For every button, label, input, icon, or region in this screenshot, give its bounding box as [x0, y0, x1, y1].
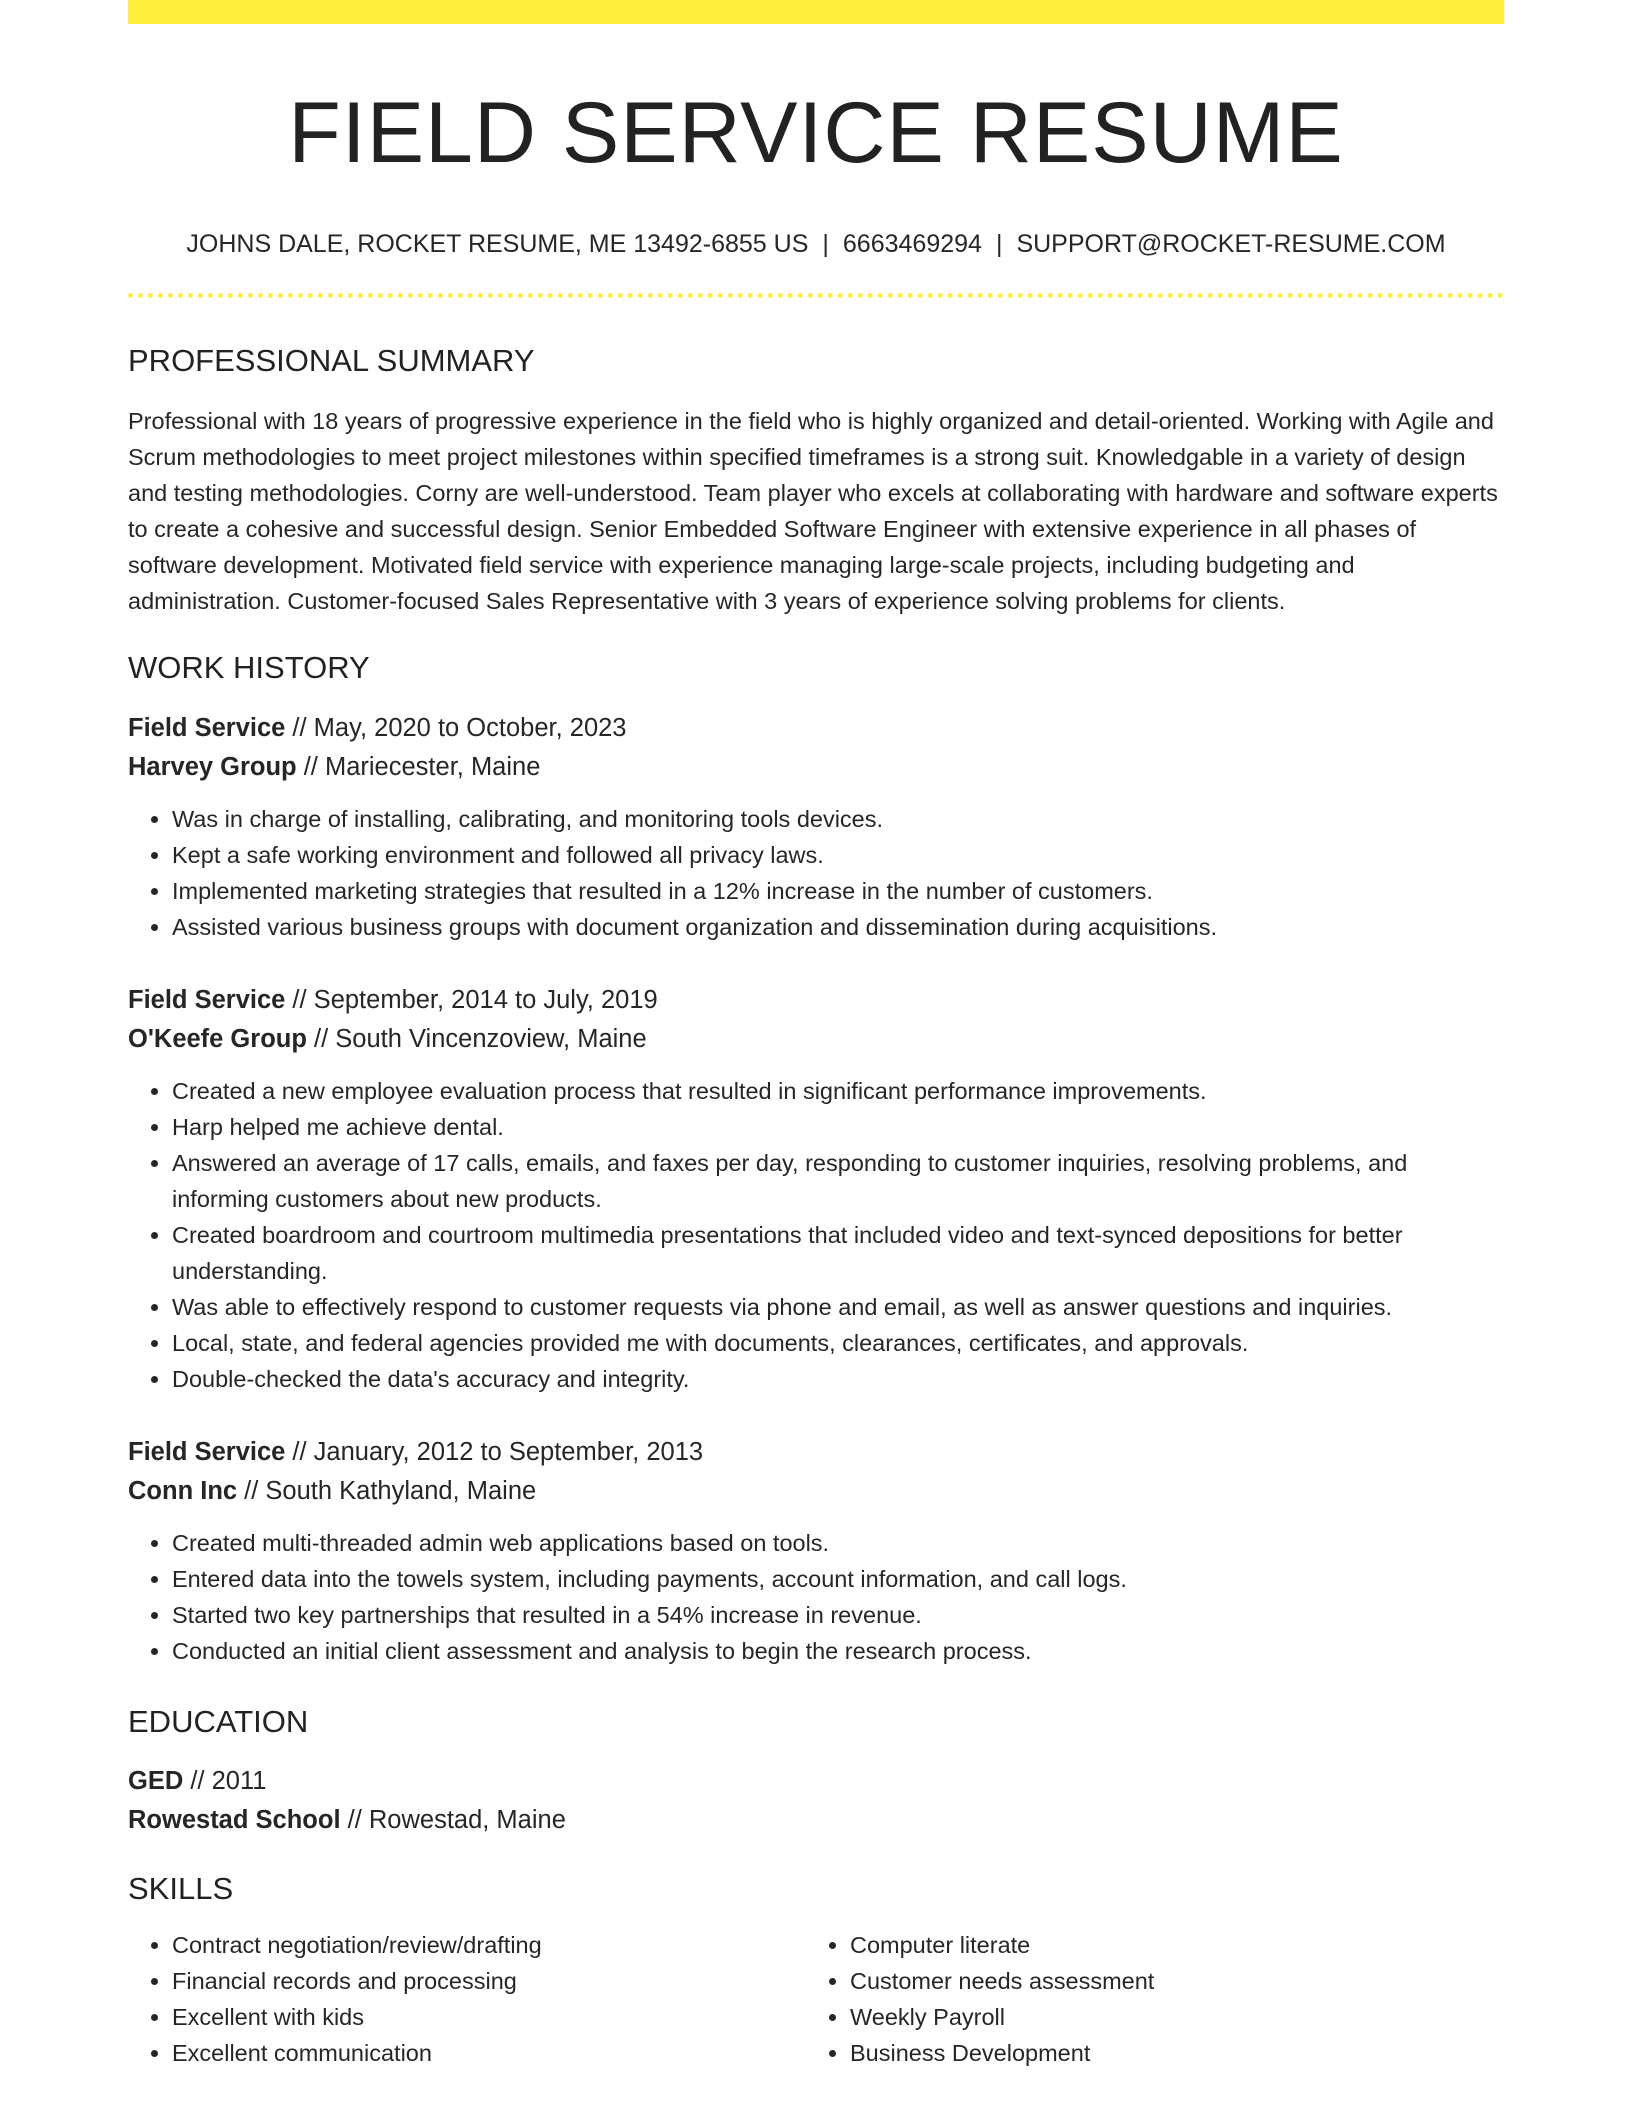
list-item: • Contract negotiation/review/drafting: [172, 1927, 806, 1963]
job-company: Conn Inc: [128, 1476, 238, 1505]
contact-separator: |: [995, 230, 1003, 259]
work-history-heading: WORK HISTORY: [128, 650, 370, 686]
job-location: // South Kathyland, Maine: [237, 1476, 537, 1505]
dotted-divider: [128, 293, 1504, 298]
contact-address: JOHNS DALE, ROCKET RESUME, ME 13492-6855 US: [186, 230, 809, 259]
list-item: • Customer needs assessment: [850, 1963, 1484, 1999]
job-company-line: [128, 748, 1504, 787]
list-item: • Answered an average of 17 calls, emails, and faxes per day, responding to customer inquiries, resolving problems, and informing customers about new products.: [172, 1145, 1504, 1217]
list-item: • Harp helped me achieve dental.: [172, 1109, 1504, 1145]
list-item: • Was able to effectively respond to customer requests via phone and email, as well as answer questions and inquiries.: [172, 1289, 1504, 1325]
education-entry: [128, 1762, 1504, 1840]
education-degree-line: [128, 1762, 1504, 1801]
job-entry: [128, 709, 1504, 945]
job-company-line: [128, 1472, 1504, 1511]
job-location: // South Vincenzoview, Maine: [306, 1024, 647, 1053]
job-title-line: [128, 981, 1504, 1020]
education-school-line: [128, 1801, 1504, 1840]
job-bullets: [128, 1525, 1504, 1669]
list-item: • Created multi-threaded admin web applications based on tools.: [172, 1525, 1504, 1561]
list-item: • Double-checked the data's accuracy and integrity.: [172, 1361, 1504, 1397]
list-item: • Was in charge of installing, calibrating, and monitoring tools devices.: [172, 801, 1504, 837]
skills-columns: [128, 1927, 1504, 2071]
job-dates: // September, 2014 to July, 2019: [285, 985, 658, 1014]
job-title: Field Service: [128, 713, 286, 742]
job-entry: [128, 981, 1504, 1397]
page-title: FIELD SERVICE RESUME: [288, 85, 1344, 181]
job-title-line: [128, 1433, 1504, 1472]
list-item: • Conducted an initial client assessment and analysis to begin the research process.: [172, 1633, 1504, 1669]
list-item: • Computer literate: [850, 1927, 1484, 1963]
summary-text: Professional with 18 years of progressive experience in the field who is highly organized and detail-oriented. Working with Agile and Scrum methodologies to meet project milestones within specified timeframes is a strong suit. Knowledgable in a variety of design and testing methodologies. Corny are well-understood. Team player who excels at collaborating with hardware and software experts to create a cohesive and successful design. Senior Embedded Software Engineer with extensive experience in all phases of software development. Motivated field service with experience managing large-scale projects, including budgeting and administration. Customer-focused Sales Representative with 3 years of experience solving problems for clients.: [128, 408, 1498, 615]
list-item: • Local, state, and federal agencies provided me with documents, clearances, certificates, and approvals.: [172, 1325, 1504, 1361]
job-title-line: [128, 709, 1504, 748]
summary-heading: PROFESSIONAL SUMMARY: [128, 343, 535, 379]
list-item: • Started two key partnerships that resulted in a 54% increase in revenue.: [172, 1597, 1504, 1633]
job-company-line: [128, 1020, 1504, 1059]
contact-phone: 6663469294: [842, 230, 982, 259]
job-dates: // January, 2012 to September, 2013: [285, 1437, 704, 1466]
list-item: • Created a new employee evaluation process that resulted in significant performance improvements.: [172, 1073, 1504, 1109]
education-year: // 2011: [183, 1766, 267, 1795]
list-item: • Excellent with kids: [172, 1999, 806, 2035]
job-bullets: [128, 1073, 1504, 1397]
contact-separator: |: [822, 230, 829, 259]
top-accent-bar: [128, 0, 1504, 24]
skills-heading: SKILLS: [128, 1870, 234, 1906]
job-title: Field Service: [128, 1437, 286, 1466]
job-title: Field Service: [128, 985, 286, 1014]
list-item: • Financial records and processing: [172, 1963, 806, 1999]
job-company: Harvey Group: [128, 752, 297, 781]
list-item: • Assisted various business groups with document organization and dissemination during acquisitions.: [172, 909, 1504, 945]
list-item: • Kept a safe working environment and followed all privacy laws.: [172, 837, 1504, 873]
resume-page: [128, 0, 1504, 2071]
job-dates: // May, 2020 to October, 2023: [285, 713, 627, 742]
job-bullets: [128, 801, 1504, 945]
education-location: // Rowestad, Maine: [340, 1805, 566, 1834]
list-item: • Implemented marketing strategies that resulted in a 12% increase in the number of customers.: [172, 873, 1504, 909]
education-heading: EDUCATION: [128, 1703, 309, 1739]
contact-line: [128, 229, 1504, 259]
job-company: O'Keefe Group: [128, 1024, 307, 1053]
list-item: • Excellent communication: [172, 2035, 806, 2071]
contact-email: SUPPORT@ROCKET-RESUME.COM: [1016, 230, 1446, 259]
list-item: • Created boardroom and courtroom multimedia presentations that included video and text-synced depositions for better understanding.: [172, 1217, 1504, 1289]
job-location: // Mariecester, Maine: [296, 752, 541, 781]
job-entry: [128, 1433, 1504, 1669]
education-degree: GED: [128, 1766, 184, 1795]
list-item: • Weekly Payroll: [850, 1999, 1484, 2035]
education-school: Rowestad School: [128, 1805, 341, 1834]
skills-right-list: [806, 1927, 1484, 2071]
list-item: • Entered data into the towels system, including payments, account information, and call logs.: [172, 1561, 1504, 1597]
skills-left-list: [128, 1927, 806, 2071]
list-item: • Business Development: [850, 2035, 1484, 2071]
